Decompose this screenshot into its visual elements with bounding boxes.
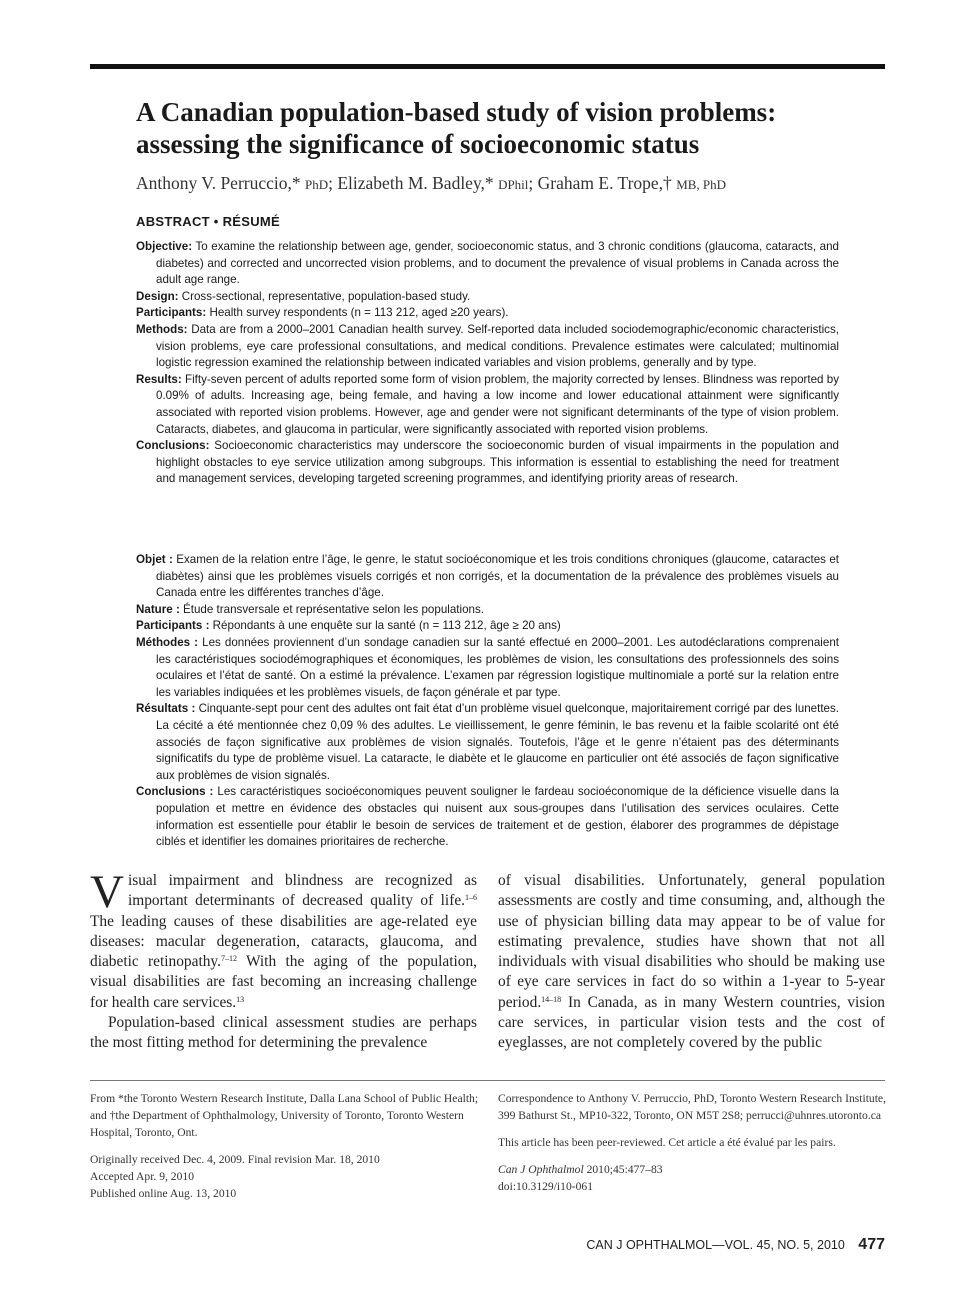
published-date: Published online Aug. 13, 2010 — [90, 1187, 237, 1200]
abstract-label: Participants : — [136, 619, 210, 633]
abstract-label: Participants: — [136, 306, 207, 320]
author-1-degree: PhD — [305, 177, 329, 192]
abstract-section — [136, 438, 839, 488]
body-paragraph: Population-based clinical assessment studies are perhaps the most fitting method for determining the prevalence — [90, 1014, 477, 1052]
top-rule — [90, 64, 885, 69]
abstract-section — [136, 784, 839, 850]
abstract-text: Les données proviennent d’un sondage canadien sur la santé effectué en 2000–2001. Les autodéclarations comprenaient les caractéristiques sociodémographiques et économiques, les problèmes de vision, les consultations des professionnels des soins oculaires et l’état de santé. On a estimé la prévalence. L’examen par régression logistique multinomiale a porté sur la relation entre les variables indiquées et les problèmes visuels, de façon générale et par type. — [156, 635, 839, 699]
abstract-label: Methods: — [136, 322, 188, 336]
abstract-text: Cross-sectional, representative, population-based study. — [178, 289, 471, 303]
author-2-degree: DPhil — [498, 177, 529, 192]
body-text: In Canada, as in many Western countries, vision care services, in particular vision tests and the cost of eyeglasses, are not completely covered by the public — [498, 993, 885, 1052]
abstract-label: Nature : — [136, 602, 180, 616]
abstract-label: Design: — [136, 289, 179, 303]
abstract-french — [136, 552, 839, 851]
body-paragraph — [498, 871, 885, 1054]
abstract-text: Fifty-seven percent of adults reported some form of vision problem, the majority corrected by lenses. Blindness was reported by 0.09% of adults. Increasing age, being female, and having a low income and lower educational attainment were significantly associated with reported vision problems. However, age and gender were not significant determinants of the type of vision problem. Cataracts, diabetes, and glaucoma in particular, were significantly associated with reported vision problems. — [156, 372, 839, 436]
body-text: of visual disabilities. Unfortunately, general population assessments are costly and time consuming, and, although the use of physician billing data may appear to be of value for estimating prevalence, studies have shown that not all individuals with visual disabilities who should be making use of eye care services in fact do so within a 1-year to 5-year period. — [498, 872, 885, 1011]
drop-cap: V — [90, 866, 124, 918]
dates-note — [90, 1151, 485, 1202]
abstract-label: Objet : — [136, 553, 173, 566]
abstract-section — [136, 602, 839, 619]
footnotes-left — [90, 1090, 485, 1212]
abstract-section — [136, 552, 839, 602]
abstract-english — [136, 239, 839, 488]
article-title: A Canadian population-based study of vision problems: assessing the significance of socioeconomic status — [136, 97, 777, 159]
abstract-text: To examine the relationship between age, gender, socioeconomic status, and 3 chronic conditions (glaucoma, cataracts, and diabetes) and corrected and uncorrected vision problems, and to document the prevalence of visual problems in Canada across the adult age range. — [156, 240, 839, 287]
citation-note — [498, 1161, 893, 1195]
abstract-label: Objective: — [136, 240, 193, 253]
abstract-text: Health survey respondents (n = 113 212, aged ≥20 years). — [206, 306, 509, 320]
author-2: ; Elizabeth M. Badley,* — [328, 173, 494, 193]
doi-link[interactable]: doi:10.3129/i10-061 — [498, 1180, 594, 1193]
abstract-text: Cinquante-sept pour cent des adultes ont fait état d’un problème visuel quelconque, majoritairement corrigé par des lunettes. La cécité a été mentionnée chez 0,09 % des adultes. Le vieillissement, le genre féminin, le bas revenu et la faible scolarité ont été associés de façon significative aux problèmes de vision signalés. Toutefois, l’âge et le genre n’étaient pas des déterminants significatifs du type de problème visuel. La cataracte, le diabète et le glaucome en particulier ont été associés de façon significative aux problèmes de vision signalés. — [156, 702, 840, 782]
journal-name: Can J Ophthalmol — [498, 1163, 584, 1176]
body-text: The leading causes of these disabilities are age-related eye diseases: macular degeneration, cataracts, glaucoma, and diabetic retinopathy. — [90, 912, 477, 971]
abstract-section — [136, 239, 839, 289]
abstract-section — [136, 305, 839, 322]
peer-review-note: This article has been peer-reviewed. Cet article a été évalué par les pairs. — [498, 1136, 836, 1149]
author-3-degree: MB, PhD — [676, 177, 727, 192]
abstract-section — [136, 618, 839, 635]
abstract-label: Résultats : — [136, 702, 196, 716]
abstract-section — [136, 322, 839, 372]
abstract-text: Étude transversale et représentative selon les populations. — [179, 602, 485, 616]
received-date: Originally received Dec. 4, 2009. Final revision Mar. 18, 2010 — [90, 1153, 380, 1166]
abstract-label: Conclusions : — [136, 785, 214, 799]
body-column-left — [90, 866, 478, 1054]
abstract-label: Results: — [136, 372, 182, 386]
footnote-rule — [90, 1080, 885, 1081]
abstract-text: Socioeconomic characteristics may underscore the socioeconomic burden of visual impairments in the population and highlight obstacles to eye service utilization among subgroups. This information is essential to establishing the need for treatment and management services, developing targeted screening programmes, and identifying priority areas of research. — [156, 439, 839, 486]
abstract-section — [136, 701, 839, 784]
body-text: isual impairment and blindness are recognized as important determinants of decreased quality of life. — [127, 872, 477, 910]
abstract-label: Méthodes : — [136, 635, 199, 649]
abstract-section — [136, 372, 839, 438]
author-3: ; Graham E. Trope,† — [528, 173, 672, 193]
citation-ref: 7–12 — [220, 954, 237, 964]
author-list — [136, 173, 876, 194]
abstract-text: Répondants à une enquête sur la santé (n = 113 212, âge ≥ 20 ans) — [209, 619, 561, 633]
abstract-label: Conclusions: — [136, 439, 210, 453]
running-footer: CAN J OPHTHALMOL—VOL. 45, NO. 5, 2010 — [586, 1238, 845, 1252]
page-footer — [586, 1236, 885, 1254]
accepted-date: Accepted Apr. 9, 2010 — [90, 1170, 194, 1183]
abstract-section — [136, 635, 839, 701]
body-text: With the aging of the population, visual disabilities are fast becoming an increasing challenge for health care services. — [90, 953, 478, 1011]
citation-ref: 13 — [236, 994, 245, 1004]
body-column-right — [498, 871, 885, 1054]
abstract-text: Les caractéristiques socioéconomiques peuvent souligner le fardeau socioéconomique de la déficience visuelle dans la population et mettre en évidence des obstacles qui nuisent aux sous-groupes dans l’utilisation des services oculaires. Cette information est essentielle pour établir le besoin de services de traitement et de gestion, élaborer des programmes de dépistage ciblés et identifier les domaines prioritaires de recherche. — [156, 785, 839, 849]
author-1: Anthony V. Perruccio,* — [136, 173, 301, 193]
affiliation-note: From *the Toronto Western Research Institute, Dalla Lana School of Public Health; and †the Department of Ophthalmology, University of Toronto, Toronto Western Hospital, Toronto, Ont. — [90, 1092, 479, 1139]
correspondence-note: Correspondence to Anthony V. Perruccio, PhD, Toronto Western Research Institute, 399 Bathurst St., MP10-322, Toronto, ON M5T 2S8; perrucci@uhnres.utoronto.ca — [498, 1092, 886, 1122]
citation-ref: 1–6 — [465, 893, 477, 903]
citation-ref: 14–18 — [541, 994, 562, 1004]
abstract-heading: ABSTRACT • RÉSUMÉ — [136, 214, 280, 229]
page-number: 477 — [858, 1236, 885, 1253]
citation-volume: 2010;45:477–83 — [583, 1163, 663, 1176]
body-paragraph — [90, 866, 478, 1013]
abstract-section — [136, 289, 839, 306]
abstract-text: Data are from a 2000–2001 Canadian health survey. Self-reported data included sociodemographic/economic characteristics, vision problems, eye care professional consultations, and medical conditions. Prevalence estimates were calculated; multinomial logistic regression examined the relationship between indicated variables and vision problems, generally and by type. — [156, 322, 839, 370]
footnotes-right — [498, 1090, 893, 1205]
abstract-text: Examen de la relation entre l’âge, le genre, le statut socioéconomique et les trois conditions chroniques (glaucome, cataractes et diabètes) ainsi que les problèmes visuels corrigés et non corrigés, et la documentation de la prévalence des problèmes visuels au Canada entre les différentes tranches d’âge. — [156, 553, 839, 600]
